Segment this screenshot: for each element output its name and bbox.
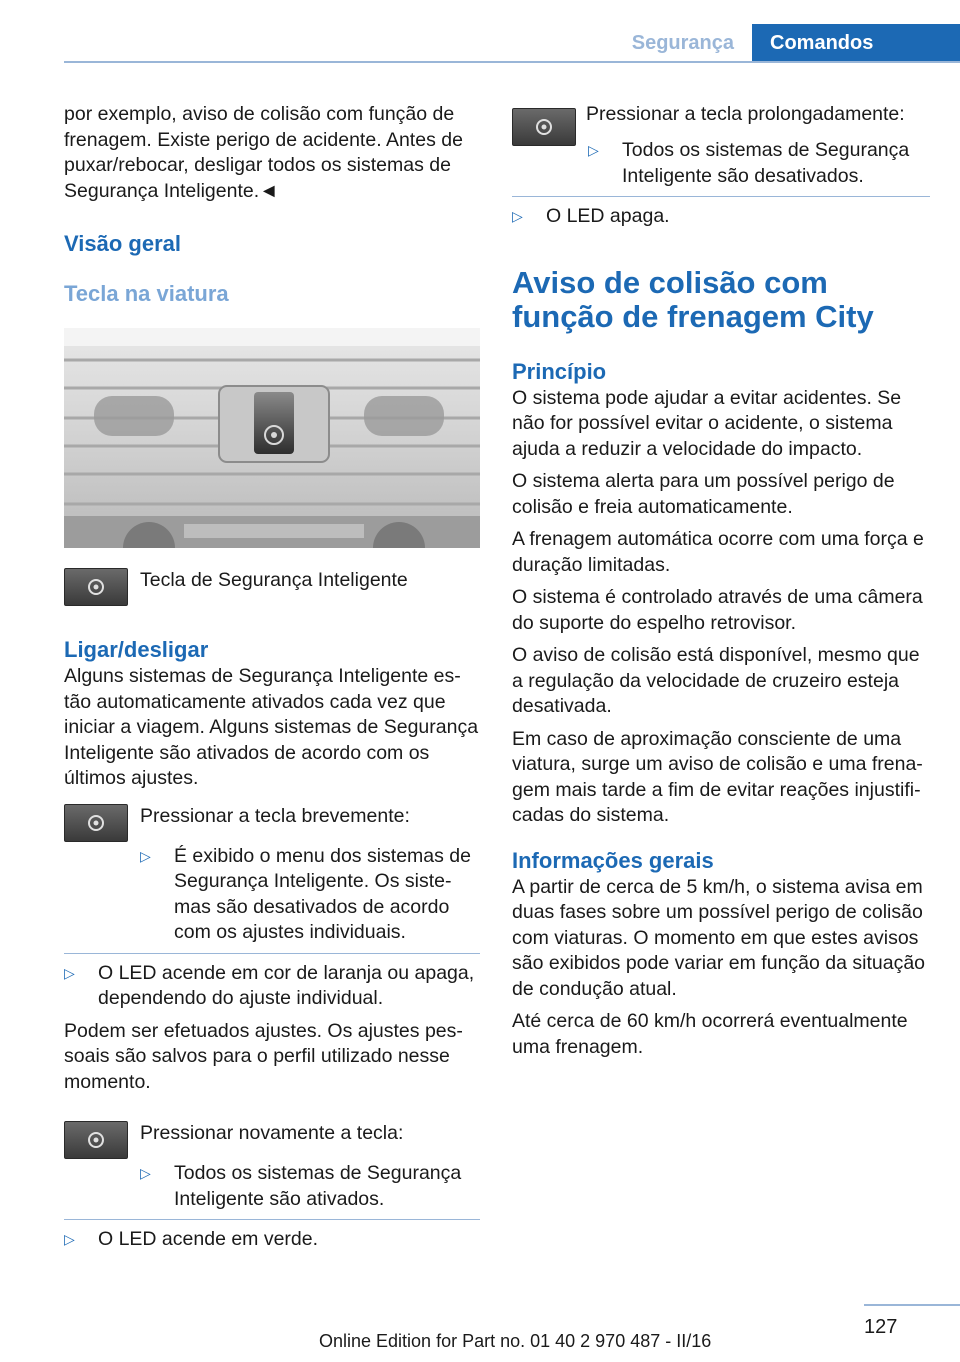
page-number: 127: [864, 1316, 898, 1338]
overview-heading: Visão geral: [64, 231, 181, 256]
button-heading: Tecla na viatura: [64, 281, 229, 306]
general-info-heading: Informações gerais: [512, 847, 714, 873]
principle-p6: Em caso de aproximação consciente de uma viatura, surge um aviso de colisão e uma frenagem mais tarde a fim de evitar reações injustificadas do sistema.: [512, 727, 923, 826]
onoff-paragraph: Alguns sistemas de Segurança Inteligente estão automaticamente ativados cada vez que iniciar a viagem. Alguns sistemas de Segurança Inteligente são ativados de acordo com os últimos ajustes.: [64, 665, 479, 789]
short-press-bullets: [140, 844, 480, 946]
principle-p2: O sistema alerta para um possível perigo de colisão e freia automaticamente.: [512, 470, 895, 518]
intro-paragraph: por exemplo, aviso de colisão com função de frenagem. Existe perigo de acidente. Antes de puxar/rebocar, desligar todos os sistemas de Segurança Inteligente.◄: [64, 103, 463, 202]
bullet-arrow-icon: ▷: [64, 964, 75, 981]
right-column: [512, 102, 930, 1067]
principle-heading: Princípio: [512, 358, 607, 384]
principle-p3: A frenagem automática ocorre com uma força e duração limitadas.: [512, 528, 924, 576]
short-press-label: Pressionar a tecla brevemente:: [140, 804, 410, 827]
safety-button-icon: [512, 108, 576, 146]
press-again-label: Pressionar novamente a tecla:: [140, 1122, 404, 1144]
divider: [64, 1219, 480, 1220]
general-p2: Até cerca de 60 km/h ocorrerá eventualmente uma frenagem.: [512, 1010, 908, 1058]
principle-p1: O sistema pode ajudar a evitar acidentes. Se não for possível evitar o acidente, o sistema ajuda a reduzir a velocidade do impacto.: [512, 386, 902, 460]
list-item: ▷ Todos os sistemas de Segurança Inteligente são desativados.: [588, 138, 930, 189]
section-tab[interactable]: Segurança: [631, 32, 734, 54]
long-press-bullets: [588, 138, 930, 189]
bullet-arrow-icon: ▷: [140, 1165, 151, 1181]
bullet-arrow-icon: ▷: [512, 208, 523, 224]
header-tabs: [614, 24, 960, 62]
edition-footer: Online Edition for Part no. 01 40 2 970 487 - II/16: [319, 1331, 712, 1351]
left-column: [64, 102, 480, 1260]
press-again-bullets: [140, 1161, 480, 1212]
long-press-label: Pressionar a tecla prolongadamente:: [586, 103, 905, 125]
bullet-arrow-icon: ▷: [588, 142, 599, 158]
safety-button-icon: [64, 1121, 128, 1159]
short-press-row: [64, 804, 480, 842]
bullet-arrow-icon: ▷: [64, 1231, 75, 1247]
onoff-heading: Ligar/desligar: [64, 637, 209, 662]
list-item: ▷ O LED acende em verde.: [64, 1227, 480, 1253]
safety-button-icon: [64, 568, 128, 606]
safety-button-icon: [64, 804, 128, 842]
dashboard-button-photo: [64, 328, 480, 548]
key-caption: Tecla de Segurança Inteligente: [140, 569, 408, 591]
header-rule: [64, 61, 960, 63]
bullet-arrow-icon: ▷: [140, 847, 151, 864]
list-item: ▷ Todos os sistemas de Segurança Inteligente são ativados.: [140, 1161, 480, 1212]
divider: [64, 953, 480, 954]
list-item: ▷ O LED acende em cor de laranja ou apaga, dependendo do ajuste individual.: [64, 961, 480, 1012]
footer-rule: [864, 1304, 960, 1306]
general-p1: A partir de cerca de 5 km/h, o sistema avisa em duas fases sobre um possível perigo de colisão com viaturas. O momento em que estes avisos são exibidos pode variar em função da situação de condução atual.: [512, 875, 926, 1000]
principle-p5: O aviso de colisão está disponível, mesmo que a regulação da velocidade de cruzeiro esteja desativada.: [512, 644, 920, 717]
list-item: ▷ É exibido o menu dos sistemas de Segurança Inteligente. Os sistemas são desativados de acordo com os ajustes individuais.: [140, 844, 480, 946]
press-again-row: [64, 1121, 480, 1159]
principle-p4: O sistema é controlado através de uma câmera do suporte do espelho retrovisor.: [512, 586, 923, 634]
city-braking-heading: Aviso de colisão com função de frenagem City: [512, 264, 874, 334]
settings-paragraph: Podem ser efetuados ajustes. Os ajustes pessoais são salvos para o perfil utilizado nesse momento.: [64, 1019, 463, 1093]
list-item: ▷ O LED apaga.: [512, 204, 930, 230]
chapter-tab[interactable]: Comandos: [752, 24, 960, 62]
divider: [512, 196, 930, 197]
key-legend: [64, 568, 480, 606]
